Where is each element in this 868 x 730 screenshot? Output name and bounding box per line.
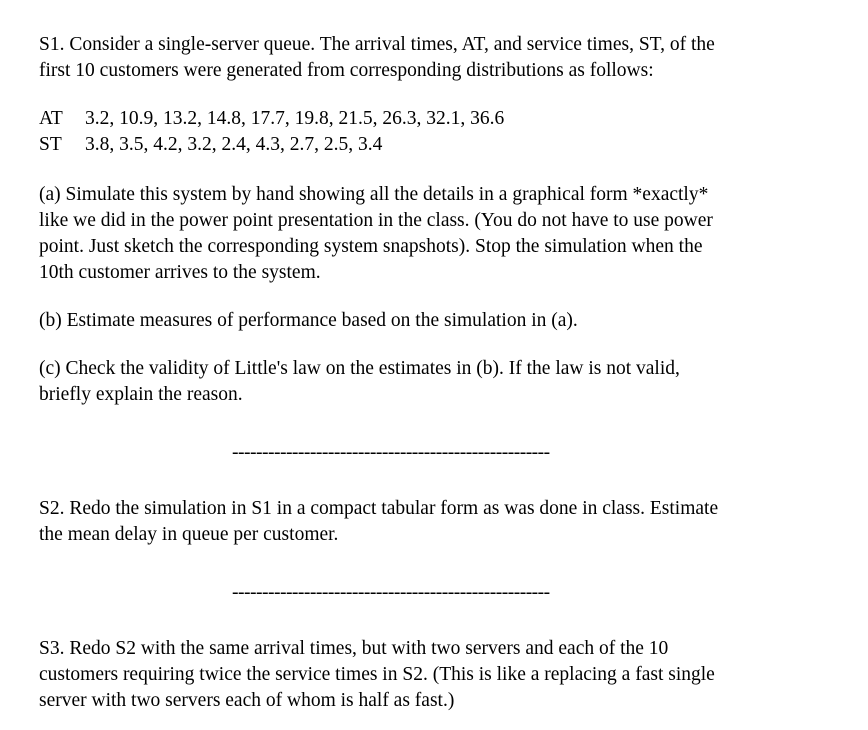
service-times-values: 3.8, 3.5, 4.2, 3.2, 2.4, 4.3, 2.7, 2.5, 3.4 (85, 134, 383, 155)
text-line: (c) Check the validity of Little's law on the estimates in (b). If the law is not valid, (39, 358, 680, 379)
text-line: (a) Simulate this system by hand showing all the details in a graphical form *exactly* (39, 184, 709, 205)
service-times-row (39, 132, 849, 158)
text-line: server with two servers each of whom is half as fast.) (39, 690, 455, 711)
service-times-label: ST (39, 134, 62, 155)
text-line: 10th customer arrives to the system. (39, 262, 321, 283)
text-line: briefly explain the reason. (39, 384, 243, 405)
s1-intro (39, 32, 849, 84)
arrival-times-row (39, 106, 849, 132)
text-line: S3. Redo S2 with the same arrival times, but with two servers and each of the 10 (39, 638, 669, 659)
text-line: like we did in the power point presentation in the class. (You do not have to use power (39, 210, 713, 231)
text-line: S2. Redo the simulation in S1 in a compact tabular form as was done in class. Estimate (39, 498, 719, 519)
text-line: (b) Estimate measures of performance based on the simulation in (a). (39, 310, 578, 331)
section-separator: ----------------------------------------------------- (232, 442, 550, 463)
text-line: S1. Consider a single-server queue. The arrival times, AT, and service times, ST, of the (39, 34, 715, 55)
section-separator: ----------------------------------------------------- (232, 582, 550, 603)
text-line: customers requiring twice the service times in S2. (This is like a replacing a fast single (39, 664, 715, 685)
s1-data-block (39, 106, 849, 158)
s2-paragraph (39, 496, 849, 548)
document-page (39, 32, 849, 714)
s1-part-b (39, 308, 849, 334)
arrival-times-values: 3.2, 10.9, 13.2, 14.8, 17.7, 19.8, 21.5, 26.3, 32.1, 36.6 (85, 108, 505, 129)
text-line: the mean delay in queue per customer. (39, 524, 339, 545)
s3-paragraph (39, 636, 849, 714)
text-line: first 10 customers were generated from corresponding distributions as follows: (39, 60, 654, 81)
s1-part-c (39, 356, 849, 408)
arrival-times-label: AT (39, 108, 63, 129)
s1-part-a (39, 182, 849, 286)
text-line: point. Just sketch the corresponding system snapshots). Stop the simulation when the (39, 236, 703, 257)
